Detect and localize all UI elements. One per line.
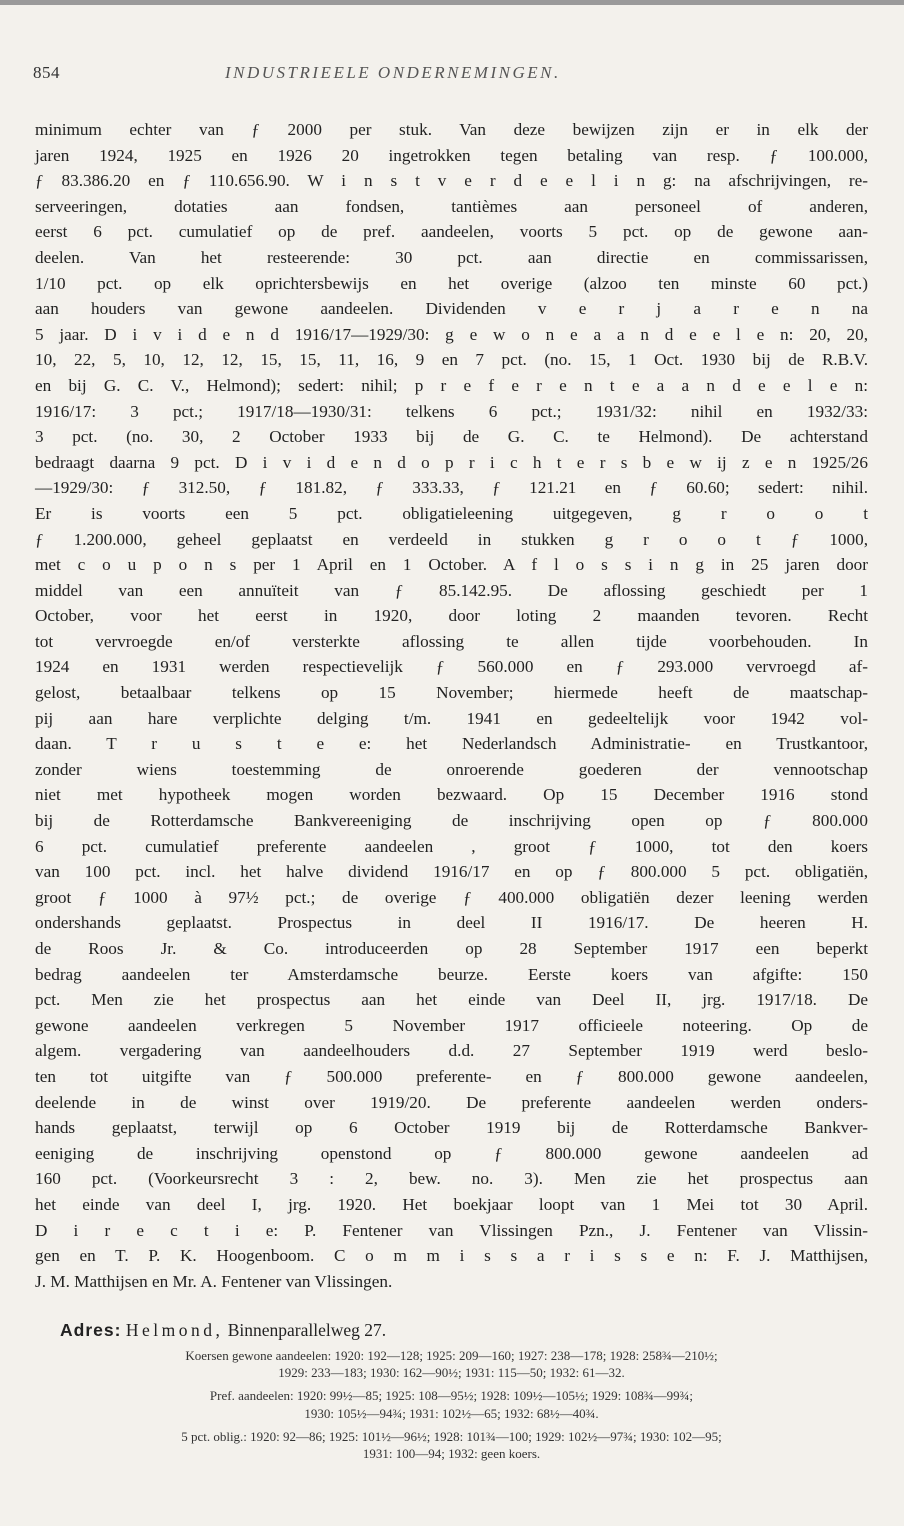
body-line: deelen. Van het resteerende: 30 pct. aan directie en commissarissen, — [35, 247, 868, 267]
address-line — [60, 1317, 870, 1343]
body-line: daan. T r u s t e e: het Nederlandsch Administratie- en Trustkantoor, — [35, 734, 868, 754]
body-line: —1929/30: ƒ 312.50, ƒ 181.82, ƒ 333.33, ƒ 121.21 en ƒ 60.60; sedert: nihil. — [35, 478, 868, 498]
page-number: 854 — [33, 63, 60, 82]
address-city: Helmond, — [125, 1320, 224, 1340]
body-line: 1916/17: 3 pct.; 1917/18—1930/31: telkens 6 pct.; 1931/32: nihil en 1932/33: — [35, 401, 868, 421]
body-line: pij aan hare verplichte delging t/m. 1941 en gedeeltelijk voor 1942 vol- — [35, 708, 868, 728]
body-line: J. M. Matthijsen en Mr. A. Fentener van Vlissingen. — [35, 1271, 393, 1291]
body-line: middel van een annuïteit van ƒ 85.142.95. De aflossing geschiedt per 1 — [35, 580, 868, 600]
body-line: en bij G. C. V., Helmond); sedert: nihil; p r e f e r e n t e a a n d e e l e n: — [35, 375, 868, 395]
body-text — [35, 117, 868, 1294]
body-line: ƒ 1.200.000, geheel geplaatst en verdeeld in stukken g r o o t ƒ 1000, — [35, 529, 868, 549]
body-line: 3 pct. (no. 30, 2 October 1933 bij de G. C. te Helmond). De achterstand — [35, 427, 868, 447]
quote-line: Pref. aandeelen: 1920: 99½—85; 1925: 108—95½; 1928: 109½—105½; 1929: 108¾—99¾; — [209, 1388, 694, 1404]
body-line: serveeringen, dotaties aan fondsen, tantièmes aan personeel of anderen, — [35, 196, 868, 216]
body-line: 6 pct. cumulatief preferente aandeelen , groot ƒ 1000, tot den koers — [35, 836, 868, 856]
body-line: 10, 22, 5, 10, 12, 12, 15, 15, 11, 16, 9 en 7 pct. (no. 15, 1 Oct. 1930 bij de R.B.V. — [35, 350, 868, 370]
body-line: eerst 6 pct. cumulatief op de pref. aandeelen, voorts 5 pct. op de gewone aan- — [35, 222, 868, 242]
page-header — [33, 63, 873, 89]
body-line: gewone aandeelen verkregen 5 November 1917 officieele noteering. Op de — [35, 1015, 868, 1035]
body-line: jaren 1924, 1925 en 1926 20 ingetrokken tegen betaling van resp. ƒ 100.000, — [35, 145, 868, 165]
address-street: Binnenparallelweg 27. — [227, 1320, 387, 1340]
body-line: van 100 pct. incl. het halve dividend 1916/17 en op ƒ 800.000 5 pct. obligatiën, — [35, 862, 868, 882]
body-line: bij de Rotterdamsche Bankvereeniging de inschrijving open op ƒ 800.000 — [35, 811, 868, 831]
body-line: het einde van deel I, jrg. 1920. Het boekjaar loopt van 1 Mei tot 30 April. — [35, 1194, 868, 1214]
body-line: hands geplaatst, terwijl op 6 October 1919 bij de Rotterdamsche Bankver- — [35, 1118, 868, 1138]
quote-line: 1930: 105½—94¾; 1931: 102½—65; 1932: 68½—40¾. — [304, 1405, 599, 1421]
body-line: groot ƒ 1000 à 97½ pct.; de overige ƒ 400.000 obligatiën dezer leening werden — [35, 887, 868, 907]
top-rule — [0, 0, 904, 5]
body-line: de Roos Jr. & Co. introduceerden op 28 September 1917 een beperkt — [35, 939, 868, 958]
running-title: INDUSTRIEELE ONDERNEMINGEN. — [225, 63, 561, 82]
body-line: 1924 en 1931 werden respectievelijk ƒ 560.000 en ƒ 293.000 vervroegd af- — [35, 657, 868, 677]
body-line: bedrag aandeelen ter Amsterdamsche beurze. Eerste koers van afgifte: 150 — [35, 964, 868, 984]
body-line: met c o u p o n s per 1 April en 1 October. A f l o s s i n g in 25 jaren door — [35, 555, 868, 575]
body-line: gelost, betaalbaar telkens op 15 November; hiermede heeft de maatschap- — [35, 683, 868, 703]
body-line: zonder wiens toestemming de onroerende goederen der vennootschap — [35, 759, 868, 779]
quote-line: 5 pct. oblig.: 1920: 92—86; 1925: 101½—96½; 1928: 101¾—100; 1929: 102½—97¾; 1930: 102—95; — [181, 1428, 722, 1444]
body-line: algem. vergadering van aandeelhouders d.d. 27 September 1919 werd beslo- — [35, 1041, 868, 1061]
body-line: 5 jaar. D i v i d e n d 1916/17—1929/30: g e w o n e a a n d e e l e n: 20, 20, — [35, 324, 868, 344]
body-line: ten tot uitgifte van ƒ 500.000 preferente- en ƒ 800.000 gewone aandeelen, — [35, 1066, 868, 1086]
body-line: bedraagt daarna 9 pct. D i v i d e n d o p r i c h t e r s b e w ij z e n 1925/26 — [35, 452, 868, 472]
price-quotes — [35, 1347, 868, 1462]
body-line: ƒ 83.386.20 en ƒ 110.656.90. W i n s t v e r d e e l i n g: na afschrijvingen, re- — [35, 171, 868, 191]
body-line: D i r e c t i e: P. Fentener van Vlissingen Pzn., J. Fentener van Vlissin- — [35, 1220, 868, 1240]
body-line: gen en T. P. K. Hoogenboom. C o m m i s s a r i s s e n: F. J. Matthijsen, — [35, 1246, 868, 1266]
quote-line: 1931: 100—94; 1932: geen koers. — [362, 1445, 541, 1461]
quote-line: 1929: 233—183; 1930: 162—90½; 1931: 115—50; 1932: 61—32. — [278, 1365, 625, 1381]
body-line: October, voor het eerst in 1920, door loting 2 maanden tevoren. Recht — [35, 606, 868, 626]
body-line: aan houders van gewone aandeelen. Dividenden v e r j a r e n na — [35, 299, 868, 319]
body-line: deelende in de winst over 1919/20. De preferente aandeelen werden onders- — [35, 1092, 868, 1112]
address-label: Adres: — [60, 1320, 122, 1340]
body-line: pct. Men zie het prospectus aan het einde van Deel II, jrg. 1917/18. De — [35, 990, 868, 1010]
body-line: minimum echter van ƒ 2000 per stuk. Van deze bewijzen zijn er in elk der — [35, 120, 868, 139]
body-line: eeniging de inschrijving openstond op ƒ 800.000 gewone aandeelen ad — [35, 1143, 868, 1163]
body-line: Er is voorts een 5 pct. obligatieleening uitgegeven, g r o o t — [35, 503, 868, 523]
body-line: ondershands geplaatst. Prospectus in deel II 1916/17. De heeren H. — [35, 913, 868, 933]
body-line: tot vervroegde en/of versterkte aflossing te allen tijde voorbehouden. In — [35, 631, 868, 651]
body-line: 160 pct. (Voorkeursrecht 3 : 2, bew. no. 3). Men zie het prospectus aan — [35, 1169, 868, 1189]
quote-line: Koersen gewone aandeelen: 1920: 192—128; 1925: 209—160; 1927: 238—178; 1928: 258¾—210½; — [185, 1348, 718, 1363]
body-line: niet met hypotheek mogen worden bezwaard. Op 15 December 1916 stond — [35, 785, 868, 805]
body-line: 1/10 pct. op elk oprichtersbewijs en het overige (alzoo ten minste 60 pct.) — [35, 273, 868, 293]
